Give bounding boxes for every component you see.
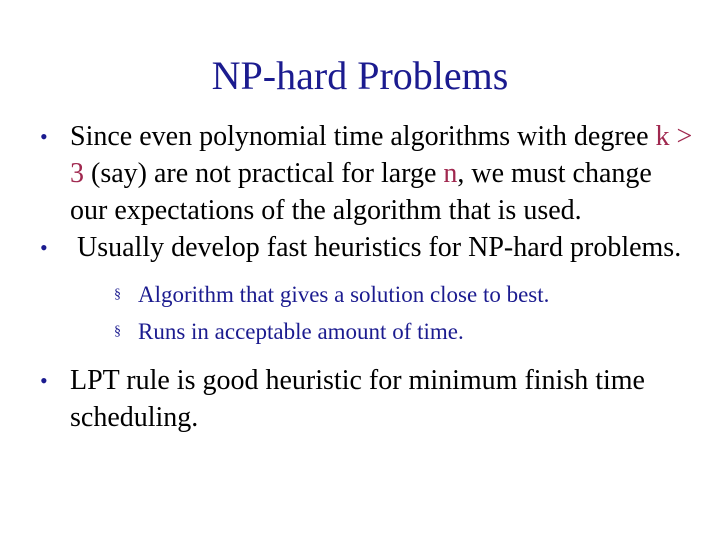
bullet-1-text-a: Since even polynomial time algorithms with degree [70,121,656,152]
bullet-item-1 [34,118,694,229]
section-mark-icon: § [114,287,121,302]
bullet-item-2 [34,229,694,350]
bullet-2-text: Usually develop fast heuristics for NP-hard problems. [70,232,682,263]
bullet-1-text-c: , we must change our expectations of the algorithm that is used. [70,158,652,226]
bullet-1-degree-expr: k > 3 [70,121,693,189]
slide-title: NP-hard Problems [211,53,509,98]
bullet-list [34,118,694,436]
bullet-dot-icon: • [40,235,48,260]
section-mark-icon: § [114,324,121,339]
sub-bullet-item-2 [114,313,694,350]
bullet-dot-icon: • [40,368,48,393]
bullet-1-text-b: (say) are not practical for large [84,158,444,189]
bullet-item-3 [34,362,694,436]
sub-bullet-1-text: Algorithm that gives a solution close to best. [138,282,550,307]
sub-bullet-2-text: Runs in acceptable amount of time. [138,319,464,344]
sub-bullet-list [70,276,694,350]
bullet-3-text: LPT rule is good heuristic for minimum finish time scheduling. [70,365,645,433]
bullet-dot-icon: • [40,124,48,149]
bullet-1-n-var: n [443,158,458,189]
sub-bullet-item-1 [114,276,694,313]
